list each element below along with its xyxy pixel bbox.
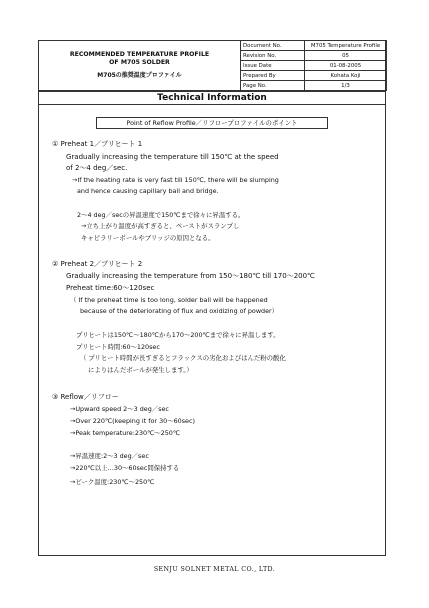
issue-date-value: 01-08-2005 [305, 61, 387, 71]
page-no-value: 1/3 [305, 81, 387, 91]
page-no-label: Page No. [241, 81, 305, 91]
reflow-line: →昇温速度:2～3 deg／sec [70, 452, 149, 460]
preheat2-line: によりはんだボールが発生します。） [88, 366, 193, 374]
title-japanese: M705の推奨温度プロファイル [97, 71, 182, 79]
preheat2-line: Gradually increasing the temperature from 150～180℃ till 170～200℃ [66, 272, 315, 280]
reflow-profile-heading-box: Point of Reflow Profile／リフロープロファイルのポイント [96, 117, 328, 129]
reflow-line: →ピーク温度:230℃～250℃ [70, 478, 155, 486]
company-footer: SENJU SOLNET METAL CO., LTD. [153, 566, 276, 573]
reflow-line: →Over 220℃(keeping it for 30～60sec) [70, 417, 195, 425]
document-no-label: Document No. [241, 41, 305, 51]
preheat2-line: プリヒート時間:60～120sec [76, 343, 160, 351]
preheat2-line: Preheat time:60～120sec [66, 284, 155, 292]
document-header-table [38, 40, 387, 91]
title-line-1: RECOMMENDED TEMPERATURE PROFILE [69, 50, 210, 58]
section-title: Technical Information [38, 91, 386, 105]
preheat1-line: →立ち上がり温度が高すぎると、ペーストがスランプし [81, 222, 240, 230]
reflow-line: →Upward speed 2～3 deg／sec [70, 405, 169, 413]
preheat1-line: of 2～4 deg／sec. [66, 164, 128, 172]
reflow-line: →Peak temperature:230℃～250℃ [70, 429, 181, 437]
document-title [39, 41, 241, 91]
preheat1-heading: ① Preheat 1／プリヒート 1 [52, 140, 143, 148]
preheat2-line: プリヒートは150℃～180℃から170～200℃まで徐々に昇温します。 [76, 331, 280, 339]
preheat2-heading: ② Preheat 2／プリヒート 2 [52, 260, 143, 268]
preheat1-line: and hence causing capillary ball and bridge. [77, 187, 219, 195]
preheat1-line: 2～4 deg／secの昇温速度で150℃まで徐々に昇温する。 [77, 211, 245, 219]
preheat1-line: Gradually increasing the temperature till 150℃ at the speed [66, 153, 279, 161]
revision-no-value: 05 [305, 51, 387, 61]
prepared-by-label: Prepared By [241, 71, 305, 81]
title-line-2: OF M705 SOLDER [109, 59, 170, 67]
preheat1-line: →If the heating rate is very fast till 150℃, there will be slumping [72, 176, 279, 184]
issue-date-label: Issue Date [241, 61, 305, 71]
preheat2-line: （ プリヒート時間が長すぎるとフラックスの劣化およびはんだ粉の酸化 [80, 354, 286, 362]
reflow-heading: ③ Reflow／リフロー [52, 393, 119, 401]
document-no-value: M705 Temperature Profile [305, 41, 387, 51]
preheat1-line: キャピラリーボールやブリッジの原因となる。 [81, 234, 215, 242]
reflow-line: →220℃以上…30～60sec間保持する [70, 464, 180, 472]
preheat2-line: （ If the preheat time is too long, solder ball will be happened [70, 296, 268, 304]
revision-no-label: Revision No. [241, 51, 305, 61]
preheat2-line: because of the deteriorating of flux and oxidizing of powder） [80, 307, 279, 315]
prepared-by-value: Kohata Koji [305, 71, 387, 81]
